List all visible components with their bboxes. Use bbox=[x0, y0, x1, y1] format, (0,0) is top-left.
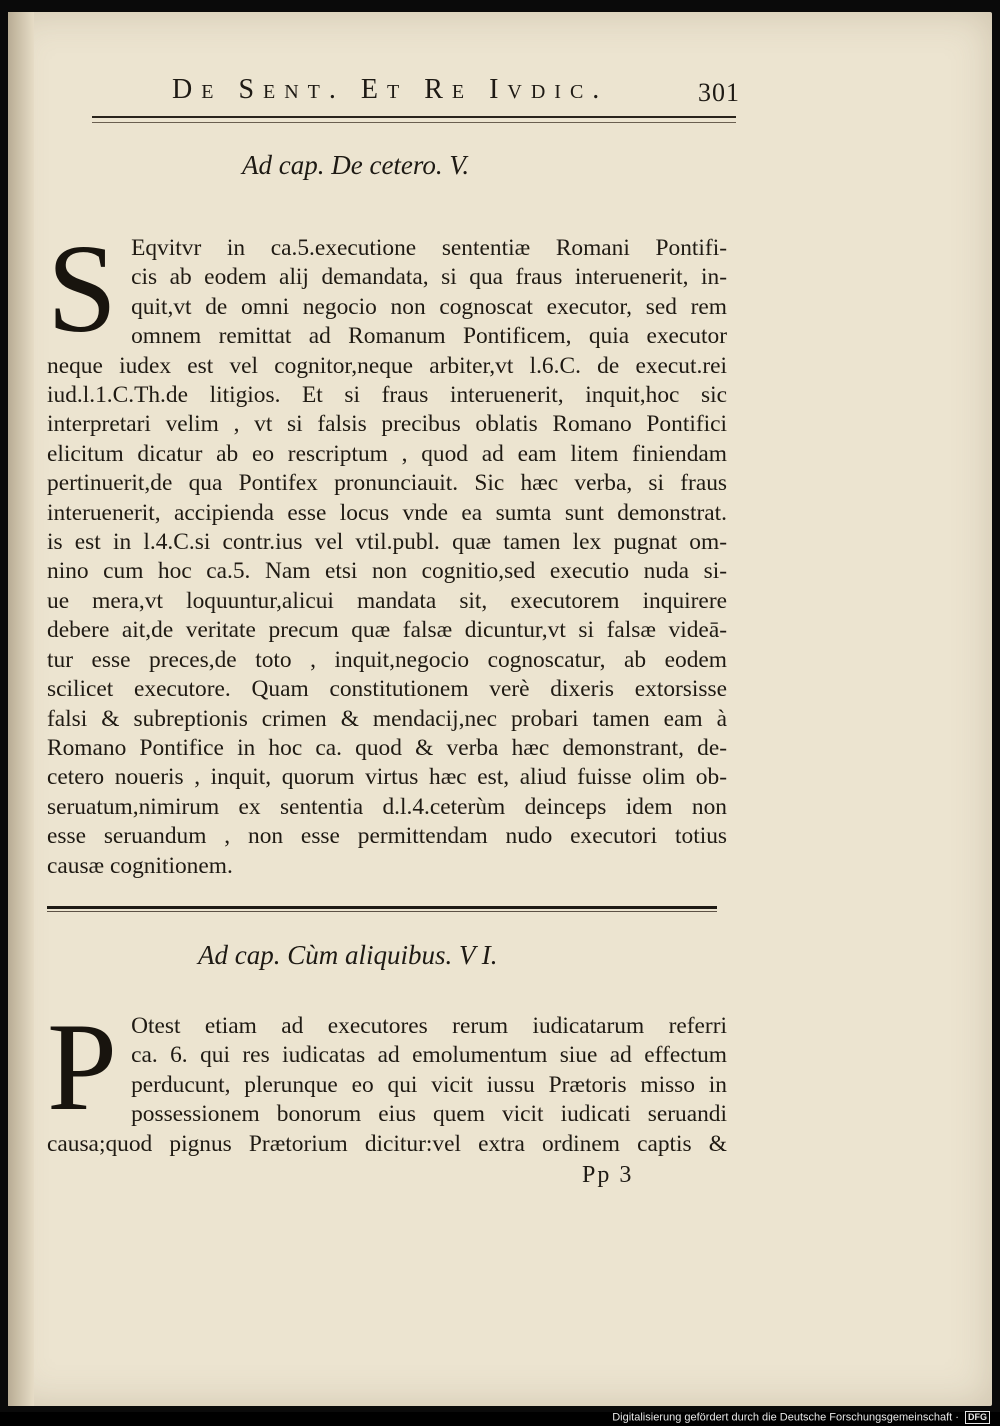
dfg-logo: DFG bbox=[965, 1411, 990, 1424]
section-divider bbox=[47, 906, 717, 909]
text-line: nino cum hoc ca.5. Nam etsi non cognitio,sed executio nuda si- bbox=[47, 558, 727, 585]
drop-cap-s: S bbox=[47, 220, 118, 359]
section-title-chapter-v: Ad cap. De cetero. V. bbox=[242, 150, 470, 180]
text-line: cetero noueris , inquit, quorum virtus hæc est, aliud fuisse olim ob- bbox=[47, 764, 727, 791]
text-line: Eqvitvr in ca.5.executione sententiæ Romani Pontifi- bbox=[131, 235, 727, 261]
text-line: pertinuerit,de qua Pontifex pronunciauit. Sic hæc verba, si fraus bbox=[47, 470, 727, 497]
text-line: Otest etiam ad executores rerum iudicatarum referri bbox=[131, 1013, 727, 1039]
text-line: interpretari velim , vt si falsis precibus oblatis Romano Pontifici bbox=[47, 411, 727, 438]
text-line: cis ab eodem alij demandata, si qua fraus interuenerit, in- bbox=[131, 264, 727, 291]
text-line: ue mera,vt loquuntur,alicui mandata sit, executorem inquirere bbox=[47, 587, 727, 614]
section-body-chapter-vi bbox=[47, 998, 727, 1159]
text-line: ca. 6. qui res iudicatas ad emolumentum siue ad effectum bbox=[131, 1042, 727, 1069]
text-line: seruatum,nimirum ex sententia d.l.4.ceterùm deinceps idem non bbox=[47, 793, 727, 820]
text-line: interuenerit, accipienda esse locus vnde ea sumta sunt demonstrat. bbox=[47, 499, 727, 526]
signature-mark: Pp 3 bbox=[582, 1162, 634, 1188]
header-rule-thin bbox=[92, 122, 736, 123]
text-line: esse seruandum , non esse permittendam nudo executori totius bbox=[47, 823, 727, 850]
text-line: is est in l.4.C.si contr.ius vel vtil.publ. quæ tamen lex pugnat om- bbox=[47, 529, 727, 556]
credit-text: Digitalisierung gefördert durch die Deutsche Forschungsgemeinschaft bbox=[612, 1411, 953, 1424]
text-line: perducunt, plerunque eo qui vicit iussu Prætoris misso in bbox=[131, 1071, 727, 1098]
drop-cap-p: P bbox=[47, 998, 118, 1137]
text-line: tur esse preces,de toto , inquit,negocio cognoscatur, ab eodem bbox=[47, 646, 727, 673]
text-line: possessionem bonorum eius quem vicit iudicati seruandi bbox=[131, 1101, 727, 1128]
text-line: Romano Pontifice in hoc ca. quod & verba hæc demonstrant, de- bbox=[47, 734, 727, 761]
text-line: neque iudex est vel cognitor,neque arbiter,vt l.6.C. de execut.rei bbox=[47, 352, 727, 379]
text-line: causa;quod pignus Prætorium dicitur:vel extra ordinem captis & bbox=[47, 1130, 727, 1157]
section-title-chapter-vi: Ad cap. Cùm aliquibus. V I. bbox=[198, 940, 498, 970]
running-head: De Sent. Et Re Ivdic. bbox=[172, 74, 609, 105]
text-line: quit,vt de omni negocio non cognoscat executor, sed rem bbox=[131, 293, 727, 320]
text-line: falsi & subreptionis crimen & mendacij,nec probari tamen eam à bbox=[47, 705, 727, 732]
text-line: iud.l.1.C.Th.de litigios. Et si fraus interuenerit, inquit,hoc sic bbox=[47, 382, 727, 409]
header-rule bbox=[92, 116, 736, 118]
text-line: scilicet executore. Quam constitutionem verè dixeris extorsisse bbox=[47, 676, 727, 703]
text-line: elicitum dicatur ab eo rescriptum , quod ad eam litem finiendam bbox=[47, 440, 727, 467]
text-line: omnem remittat ad Romanum Pontificem, quia executor bbox=[131, 323, 727, 350]
section-body-chapter-v bbox=[47, 220, 727, 881]
page-header bbox=[170, 74, 740, 114]
text-line: debere ait,de veritate precum quæ falsæ dicuntur,vt si falsæ videā- bbox=[47, 617, 727, 644]
text-line: causæ cognitionem. bbox=[47, 852, 233, 879]
section-divider-thin bbox=[47, 911, 717, 912]
page-gutter-shadow bbox=[8, 12, 34, 1406]
page-number: 301 bbox=[698, 78, 740, 107]
digitization-credit: Digitalisierung gefördert durch die Deutsche Forschungsgemeinschaft · DFG bbox=[612, 1411, 990, 1424]
